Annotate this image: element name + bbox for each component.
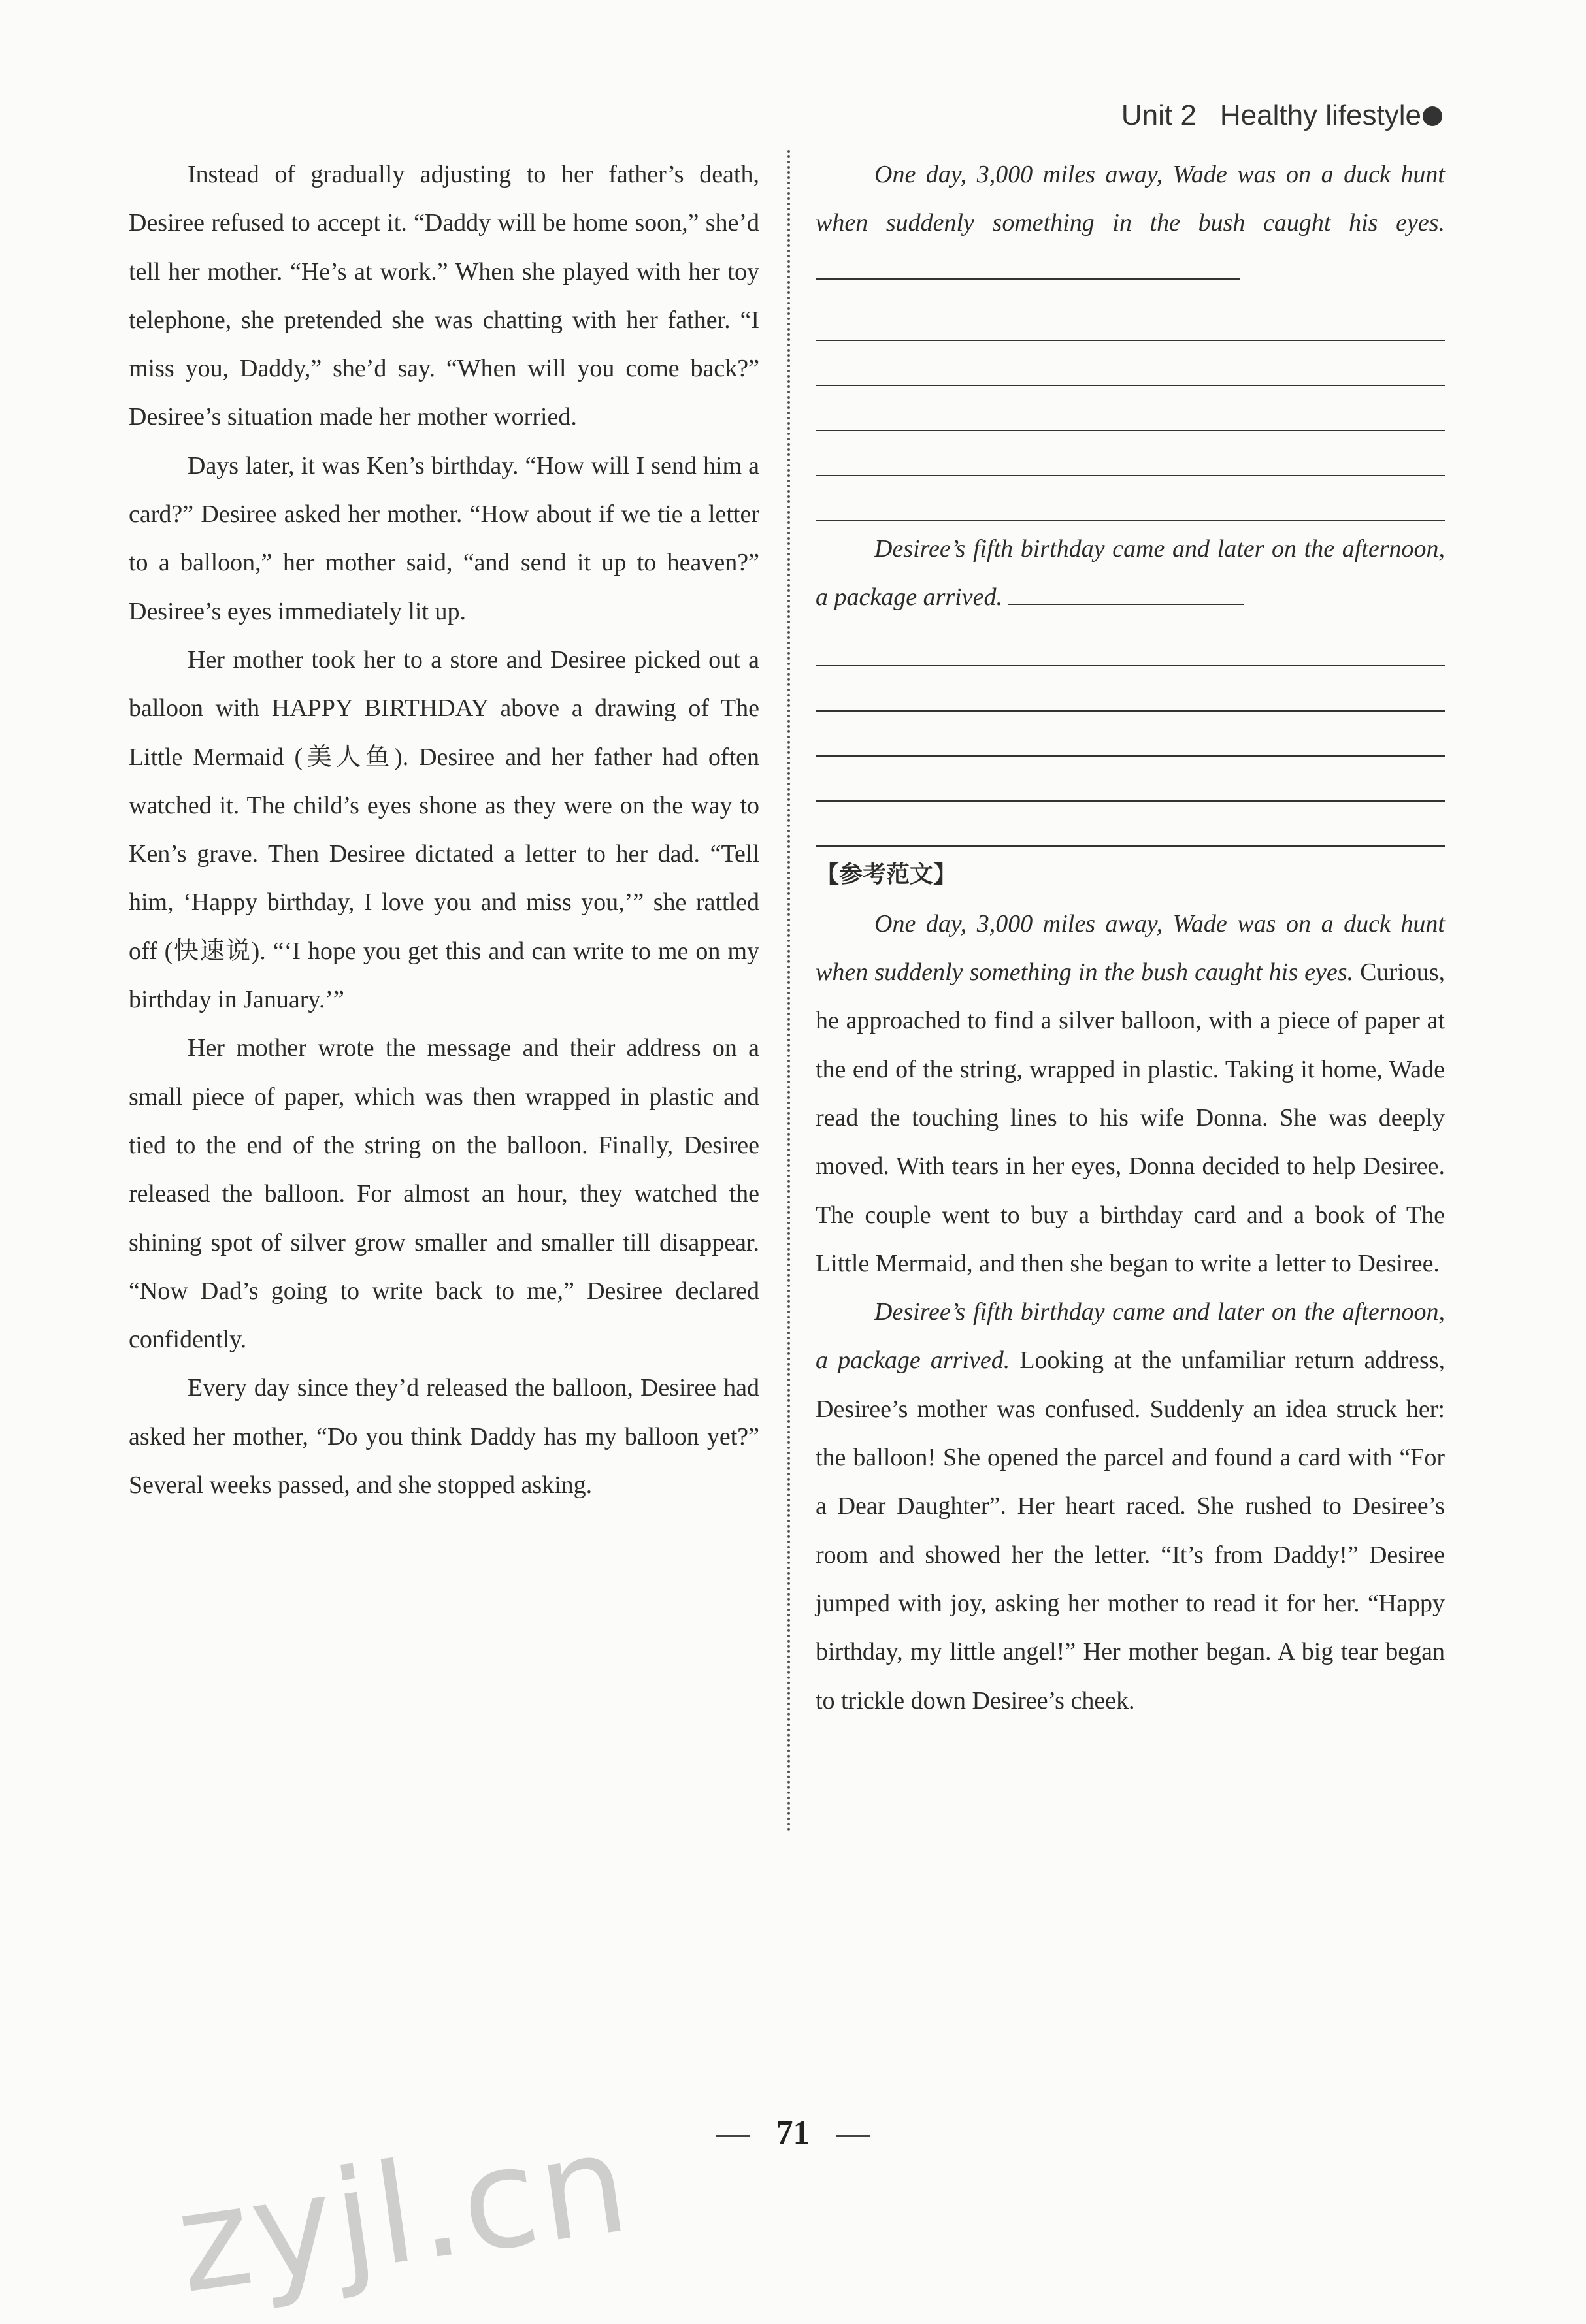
writing-line[interactable]	[816, 278, 1240, 280]
writing-column	[816, 150, 1445, 1725]
bullet-dot-icon	[1423, 106, 1442, 126]
column-divider	[787, 150, 790, 1833]
reference-continuation-2: Looking at the unfamiliar return address, Desiree’s mother was confused. Suddenly an idea struck her: the balloon! She opened the parcel and found a card with “For a Dear Daughter”. Her heart raced. She rushed to Desiree’s room and showed her the letter. “It’s from Daddy!” Desiree jumped with joy, asking her mother to read it for her. “Happy birthday, my little angel!” Her mother began. A big tear began to trickle down Desiree’s cheek.	[816, 1347, 1445, 1714]
prompt-2-block	[816, 525, 1445, 622]
unit-label: Unit 2	[1121, 99, 1197, 131]
writing-line[interactable]	[816, 341, 1445, 386]
writing-line[interactable]	[816, 296, 1445, 341]
reference-title: 【参考范文】	[816, 861, 957, 889]
reference-paragraph	[816, 900, 1445, 1288]
story-paragraph: Instead of gradually adjusting to her father’s death, Desiree refused to accept it. “Daddy will be home soon,” she’d tell her mother. “He’s at work.” When she played with her toy telephone, she pretended she was chatting with her father. “I miss you, Daddy,” she’d say. “When will you come back?” Desiree’s situation made her mother worried.	[129, 161, 759, 431]
writing-line[interactable]	[1008, 604, 1244, 605]
reference-paragraph	[816, 1288, 1445, 1725]
watermark-logo: zyjl.cn	[167, 2102, 640, 2324]
running-header	[1121, 99, 1442, 132]
page-number: 71	[0, 2114, 1586, 2152]
reference-prompt-1: One day, 3,000 miles away, Wade was on a duck hunt when suddenly something in the bush caught his eyes.	[816, 909, 1445, 987]
unit-title: Healthy lifestyle	[1219, 99, 1421, 131]
prompt-2: Desiree’s fifth birthday came and later on the afternoon, a package arrived.	[816, 534, 1445, 612]
prompt-1-block	[816, 150, 1445, 296]
prompt-1: One day, 3,000 miles away, Wade was on a duck hunt when suddenly something in the bush caught his eyes.	[816, 161, 1445, 237]
story-paragraph: Days later, it was Ken’s birthday. “How will I send him a card?” Desiree asked her mother. “How about if we tie a letter to a balloon,” her mother said, “and send it up to heaven?” Desiree’s eyes immediately lit up.	[129, 451, 759, 625]
writing-line[interactable]	[816, 386, 1445, 431]
writing-line[interactable]	[816, 621, 1445, 666]
writing-line[interactable]	[816, 476, 1445, 521]
story-paragraph: Every day since they’d released the balloon, Desiree had asked her mother, “Do you think Daddy has my balloon yet?” Several weeks passed, and she stopped asking.	[129, 1374, 759, 1499]
reference-prompt-2: Desiree’s fifth birthday came and later on the afternoon, a package arrived.	[816, 1298, 1445, 1375]
story-paragraph: Her mother wrote the message and their address on a small piece of paper, which was then wrapped in plastic and tied to the end of the string on the balloon. Finally, Desiree released the balloon. For almost an hour, they watched the shining spot of silver grow smaller and smaller till disappear. “Now Dad’s going to write back to me,” Desiree declared confidently.	[129, 1034, 759, 1354]
story-column	[129, 150, 759, 1509]
writing-line[interactable]	[816, 757, 1445, 802]
reference-continuation-1: Curious, he approached to find a silver balloon, with a piece of paper at the end of the string, wrapped in plastic. Taking it home, Wade read the touching lines to his wife Donna. She was deeply moved. With tears in her eyes, Donna decided to help Desiree. The couple went to buy a birthday card and a book of The Little Mermaid, and then she began to write a letter to Desiree.	[816, 958, 1445, 1277]
writing-line[interactable]	[816, 431, 1445, 476]
story-paragraph: Her mother took her to a store and Desiree picked out a balloon with HAPPY BIRTHDAY above a drawing of The Little Mermaid (美人鱼). Desiree and her father had often watched it. The child’s eyes shone as they were on the way to Ken’s grave. Then Desiree dictated a letter to her dad. “Tell him, ‘Happy birthday, I love you and miss you,’” she rattled off (快速说). “‘I hope you get this and can write to me on my birthday in January.’”	[129, 646, 759, 1014]
writing-line[interactable]	[816, 802, 1445, 847]
writing-line[interactable]	[816, 666, 1445, 712]
writing-line[interactable]	[816, 712, 1445, 757]
